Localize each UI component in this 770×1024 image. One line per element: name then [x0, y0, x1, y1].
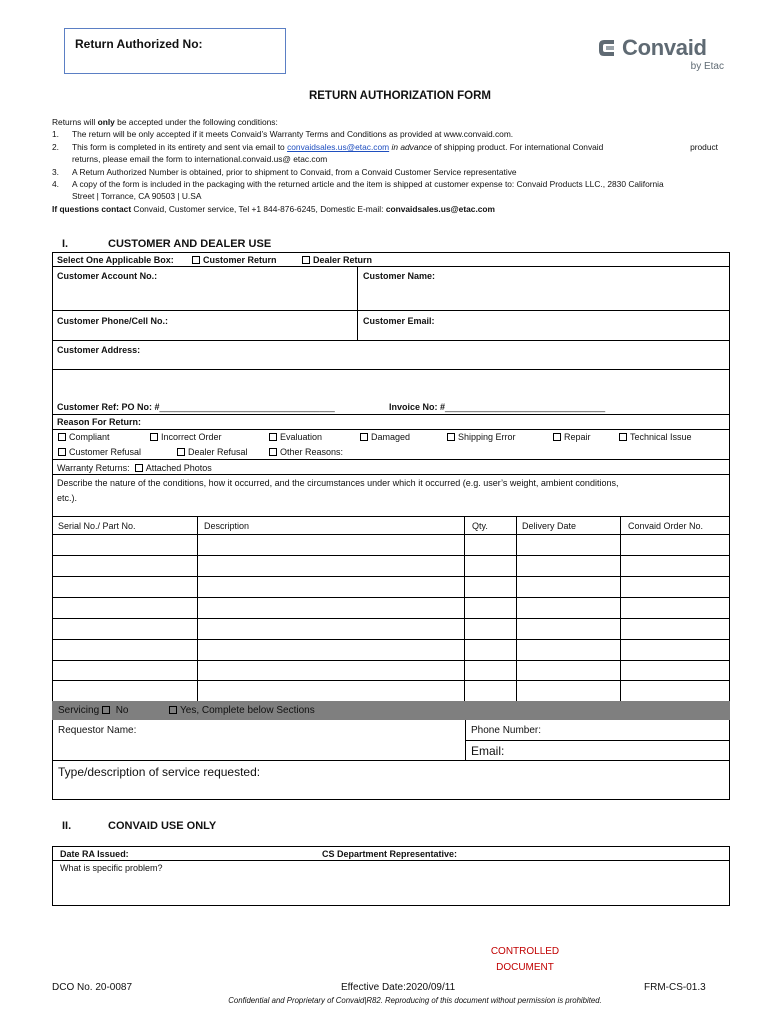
- reason-checkbox[interactable]: [619, 433, 627, 441]
- address-label: Customer Address:: [57, 345, 141, 355]
- confidential-notice: Confidential and Proprietary of Convaid|R82. Reproducing of this document without permission is prohibited.: [228, 996, 602, 1005]
- section-2-number: II.: [62, 820, 72, 832]
- reason-compliant[interactable]: [58, 432, 110, 442]
- col-divider: [197, 516, 198, 701]
- condition-italic: in advance: [389, 141, 432, 152]
- dealer-return-option[interactable]: [302, 255, 372, 265]
- name-label: Customer Name:: [363, 271, 436, 281]
- select-label: Select One Applicable Box:: [57, 255, 174, 265]
- divider: [52, 266, 730, 267]
- logo-subtext: by Etac: [690, 61, 724, 72]
- table-row: [52, 660, 730, 661]
- condition-text: A copy of the form is included in the packaging with the returned article and the item is shipped at customer expense to: Convaid Products LLC., 2830 California: [72, 179, 664, 190]
- logo-text: Convaid: [622, 35, 707, 60]
- divider: [52, 516, 730, 517]
- servicing-bar: [52, 701, 730, 720]
- servicing-no-checkbox[interactable]: [102, 706, 110, 714]
- reason-other[interactable]: [269, 447, 343, 457]
- table-row: [52, 555, 730, 556]
- divider: [465, 740, 730, 741]
- section-1-number: I.: [62, 238, 69, 250]
- reason-damaged[interactable]: [360, 432, 410, 442]
- col-delivery-date: Delivery Date: [522, 521, 577, 531]
- condition-text: of shipping product. For international Convaid: [431, 141, 604, 152]
- problem-label: What is specific problem?: [60, 863, 163, 873]
- reason-label: Reason For Return:: [57, 417, 142, 427]
- convaid-logo-icon: [598, 38, 618, 58]
- service-description-label: Type/description of service requested:: [58, 765, 261, 779]
- reason-text: Repair: [564, 432, 591, 442]
- reason-checkbox[interactable]: [177, 448, 185, 456]
- dealer-return-label: Dealer Return: [313, 255, 373, 265]
- invoice-label-text: Invoice No: #: [389, 402, 446, 412]
- col-description: Description: [204, 521, 250, 531]
- divider: [52, 414, 730, 415]
- reason-checkbox[interactable]: [360, 433, 368, 441]
- return-authorized-label: Return Authorized No:: [75, 37, 203, 51]
- col-divider: [464, 516, 465, 701]
- customer-return-checkbox[interactable]: [192, 256, 200, 264]
- invoice-underline: ________________________________: [445, 402, 606, 412]
- phone-number-label: Phone Number:: [471, 725, 542, 736]
- table-row: [52, 534, 730, 535]
- condition-num: 3.: [52, 166, 59, 177]
- return-authorized-box[interactable]: [64, 28, 286, 74]
- reason-incorrect-order[interactable]: [150, 432, 222, 442]
- condition-2: [52, 141, 732, 153]
- form-number: FRM-CS-01.3: [644, 982, 706, 993]
- reason-text: Compliant: [69, 432, 110, 442]
- contact-bold: If questions contact: [52, 203, 132, 214]
- phone-label: Customer Phone/Cell No.:: [57, 316, 169, 326]
- intro-bold: only: [97, 117, 115, 127]
- condition-text: Street | Torrance, CA 90503 | U.SA: [72, 191, 202, 202]
- condition-text: product: [690, 141, 718, 152]
- divider: [52, 459, 730, 460]
- table-row: [52, 576, 730, 577]
- col-divider: [620, 516, 621, 701]
- form-title: RETURN AUTHORIZATION FORM: [308, 90, 492, 102]
- reason-checkbox[interactable]: [269, 448, 277, 456]
- section-1-title: CUSTOMER AND DEALER USE: [108, 238, 272, 250]
- document-text: DOCUMENT: [496, 962, 554, 973]
- reason-text: Technical Issue: [630, 432, 692, 442]
- describe-text-2: etc.).: [57, 493, 78, 503]
- condition-2-cont: [52, 153, 732, 165]
- condition-4-cont: [52, 190, 732, 202]
- section-2-title: CONVAID USE ONLY: [108, 820, 217, 832]
- divider: [52, 860, 730, 861]
- col-order-no: Convaid Order No.: [628, 521, 704, 531]
- sales-email-link[interactable]: convaidsales.us@etac.com: [287, 141, 390, 152]
- customer-return-option[interactable]: [192, 255, 277, 265]
- condition-3: [52, 166, 732, 178]
- reason-checkbox[interactable]: [269, 433, 277, 441]
- attached-photos-label: Attached Photos: [145, 463, 212, 473]
- controlled-document-stamp: [470, 944, 580, 976]
- requestor-label: Requestor Name:: [58, 725, 137, 736]
- warranty-label: Warranty Returns:: [57, 463, 130, 473]
- servicing-yes-label: Yes, Complete below Sections: [180, 705, 315, 716]
- requestor-email-label: Email:: [471, 744, 505, 758]
- reason-checkbox[interactable]: [58, 433, 66, 441]
- contact-email: convaidsales.us@etac.com: [385, 203, 495, 214]
- cs-rep-label: CS Department Representative:: [322, 849, 458, 859]
- servicing-yes-option[interactable]: [169, 705, 315, 716]
- condition-4: [52, 178, 732, 190]
- condition-text: A Return Authorized Number is obtained, prior to shipment to Convaid, from a Convaid Customer Service representative: [72, 166, 517, 177]
- divider: [52, 474, 730, 475]
- attached-photos-checkbox[interactable]: [135, 464, 143, 472]
- reason-checkbox[interactable]: [150, 433, 158, 441]
- reason-text: Incorrect Order: [161, 432, 222, 442]
- describe-text: Describe the nature of the conditions, how it occurred, and the circumstances under which it occurred (e.g. user’s weight, ambient conditions,: [57, 478, 619, 488]
- reason-technical-issue[interactable]: [619, 432, 692, 442]
- warranty-row: [57, 463, 212, 473]
- divider: [52, 369, 730, 370]
- reason-evaluation[interactable]: [269, 432, 322, 442]
- dealer-return-checkbox[interactable]: [302, 256, 310, 264]
- dco-number: DCO No. 20-0087: [52, 982, 133, 993]
- conditions-intro: [52, 116, 732, 128]
- ref-underline: ___________________________________: [159, 402, 335, 412]
- reason-customer-refusal[interactable]: [58, 447, 141, 457]
- reason-text: Dealer Refusal: [188, 447, 248, 457]
- table-row: [52, 618, 730, 619]
- controlled-text: CONTROLLED: [490, 946, 560, 957]
- reason-repair[interactable]: [553, 432, 591, 442]
- servicing-label: Servicing: [58, 705, 100, 716]
- condition-num: 2.: [52, 141, 59, 152]
- divider: [52, 760, 730, 761]
- conditions-block: [52, 116, 732, 215]
- divider: [52, 310, 730, 311]
- reason-text: Damaged: [371, 432, 411, 442]
- contact-text: Convaid, Customer service, Tel +1 844-876-6245, Domestic E-mail:: [131, 203, 386, 214]
- table-row: [52, 597, 730, 598]
- divider: [52, 429, 730, 430]
- col-divider: [516, 516, 517, 701]
- condition-num: 4.: [52, 179, 59, 190]
- table-row: [52, 639, 730, 640]
- intro-text: Returns will: [52, 117, 98, 127]
- condition-num: 1.: [52, 129, 59, 140]
- account-label: Customer Account No.:: [57, 271, 158, 281]
- servicing-no-label: No: [115, 705, 129, 716]
- table-row: [52, 680, 730, 681]
- divider: [52, 340, 730, 341]
- contact-line: [52, 203, 732, 215]
- effective-date: Effective Date:2020/09/11: [341, 982, 456, 993]
- intro-text-2: be accepted under the following conditions:: [114, 117, 278, 127]
- convaid-logo: [596, 34, 726, 74]
- condition-text: returns, please email the form to international.convaid.us@ etac.com: [72, 154, 328, 165]
- condition-1: [52, 128, 732, 140]
- col-serial: Serial No./ Part No.: [58, 521, 136, 531]
- customer-return-label: Customer Return: [203, 255, 277, 265]
- servicing-yes-checkbox[interactable]: [169, 706, 177, 714]
- reason-checkbox[interactable]: [553, 433, 561, 441]
- reason-dealer-refusal[interactable]: [177, 447, 248, 457]
- reason-text: Shipping Error: [458, 432, 516, 442]
- date-ra-issued-label: Date RA Issued:: [60, 849, 129, 859]
- invoice-label: [389, 402, 605, 412]
- reason-checkbox[interactable]: [447, 433, 455, 441]
- reason-text: Customer Refusal: [69, 447, 142, 457]
- condition-text: The return will be only accepted if it meets Convaid’s Warranty Terms and Conditions as provided at www.convaid.com.: [72, 129, 514, 140]
- reason-checkbox[interactable]: [58, 448, 66, 456]
- reason-shipping-error[interactable]: [447, 432, 516, 442]
- reason-text: Evaluation: [280, 432, 323, 442]
- servicing-no-option[interactable]: [58, 705, 129, 716]
- col-qty: Qty.: [472, 521, 488, 531]
- ref-label: [57, 402, 335, 412]
- condition-text: This form is completed in its entirety and sent via email to: [72, 141, 288, 152]
- customer-email-label: Customer Email:: [363, 316, 435, 326]
- divider: [357, 266, 358, 340]
- reason-text: Other Reasons:: [280, 447, 344, 457]
- ref-label-text: Customer Ref: PO No: #: [57, 402, 160, 412]
